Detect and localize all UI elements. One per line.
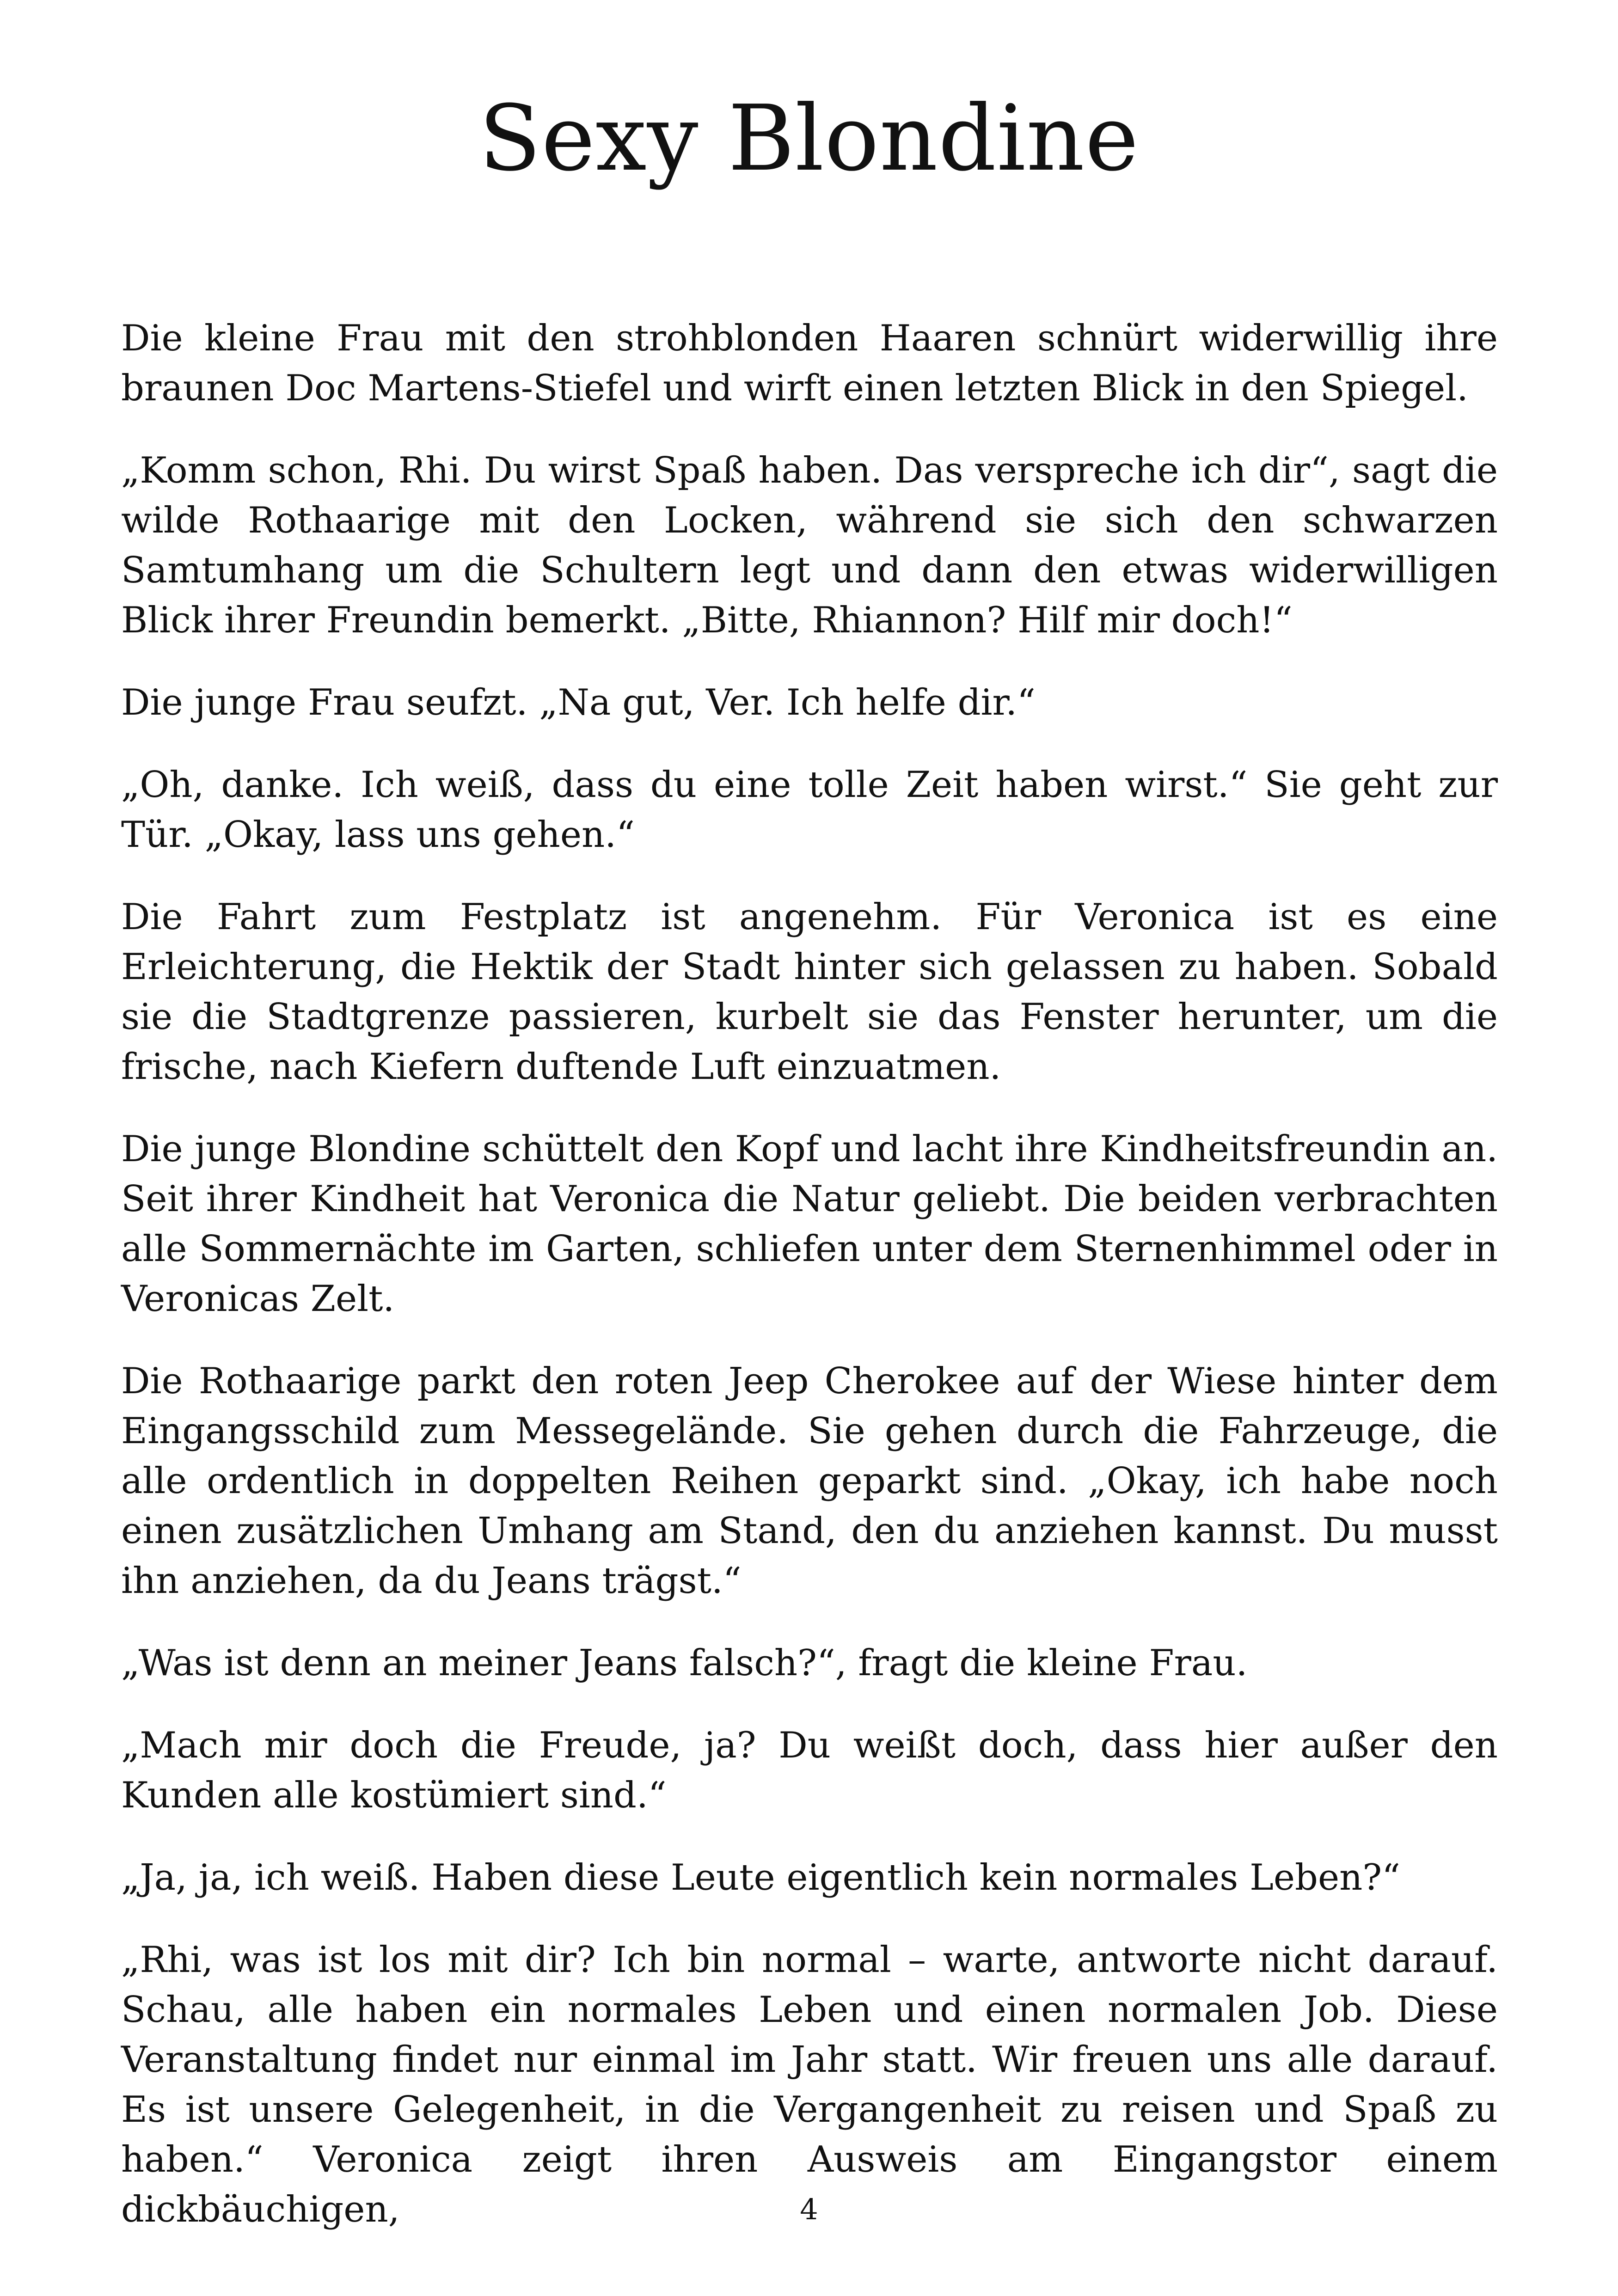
- paragraph: Die junge Blondine schüttelt den Kopf und lacht ihre Kindheitsfreundin an. Seit ihrer Kindheit hat Veronica die Natur geliebt. Die beiden verbrachten alle Sommernächte im Garten, schliefen unter dem Sternenhimmel oder in Veronicas Zelt.: [121, 1128, 1498, 1320]
- paragraph: Die Fahrt zum Festplatz ist angenehm. Für Veronica ist es eine Erleichterung, die Hektik der Stadt hinter sich gelassen zu haben. Sobald sie die Stadtgrenze passieren, kurbelt sie das Fenster herunter, um die frische, nach Kiefern duftende Luft einzuatmen.: [121, 896, 1498, 1088]
- paragraph: „Mach mir doch die Freude, ja? Du weißt doch, dass hier außer den Kunden alle kostümiert sind.“: [121, 1725, 1498, 1816]
- paragraph: Die junge Frau seufzt. „Na gut, Ver. Ich helfe dir.“: [121, 682, 1036, 723]
- paragraph: Die Rothaarige parkt den roten Jeep Cherokee auf der Wiese hinter dem Eingangsschild zum Messegelände. Sie gehen durch die Fahrzeuge, die alle ordentlich in doppelten Reihen geparkt sind. „Okay, ich habe noch einen zusätzlichen Umhang am Stand, den du anziehen kannst. Du musst ihn anziehen, da du Jeans trägst.“: [121, 1360, 1498, 1602]
- paragraph: Die kleine Frau mit den strohblonden Haaren schnürt widerwillig ihre braunen Doc Martens-Stiefel und wirft einen letzten Blick in den Spiegel.: [121, 318, 1498, 409]
- paragraph: „Oh, danke. Ich weiß, dass du eine tolle Zeit haben wirst.“ Sie geht zur Tür. „Okay, lass uns gehen.“: [121, 764, 1498, 856]
- page-title: Sexy Blondine: [478, 86, 1140, 191]
- body-text: [121, 313, 1498, 2267]
- paragraph: „Rhi, was ist los mit dir? Ich bin normal – warte, antworte nicht darauf. Schau, alle haben ein normales Leben und einen normalen Job. Diese Veranstaltung findet nur einmal im Jahr statt. Wir freuen uns alle darauf. Es ist unsere Gelegenheit, in die Vergangenheit zu reisen und Spaß zu haben.“ Veronica zeigt ihren Ausweis am Eingangstor einem dickbäuchigen,: [121, 1939, 1498, 2230]
- page-number: 4: [800, 2192, 818, 2226]
- paragraph: „Ja, ja, ich weiß. Haben diese Leute eigentlich kein normales Leben?“: [121, 1857, 1401, 1898]
- paragraph: „Was ist denn an meiner Jeans falsch?“, fragt die kleine Frau.: [121, 1642, 1248, 1684]
- paragraph: „Komm schon, Rhi. Du wirst Spaß haben. Das verspreche ich dir“, sagt die wilde Rothaarige mit den Locken, während sie sich den schwarzen Samtumhang um die Schultern legt und dann den etwas widerwilligen Blick ihrer Freundin bemerkt. „Bitte, Rhiannon? Hilf mir doch!“: [121, 450, 1498, 641]
